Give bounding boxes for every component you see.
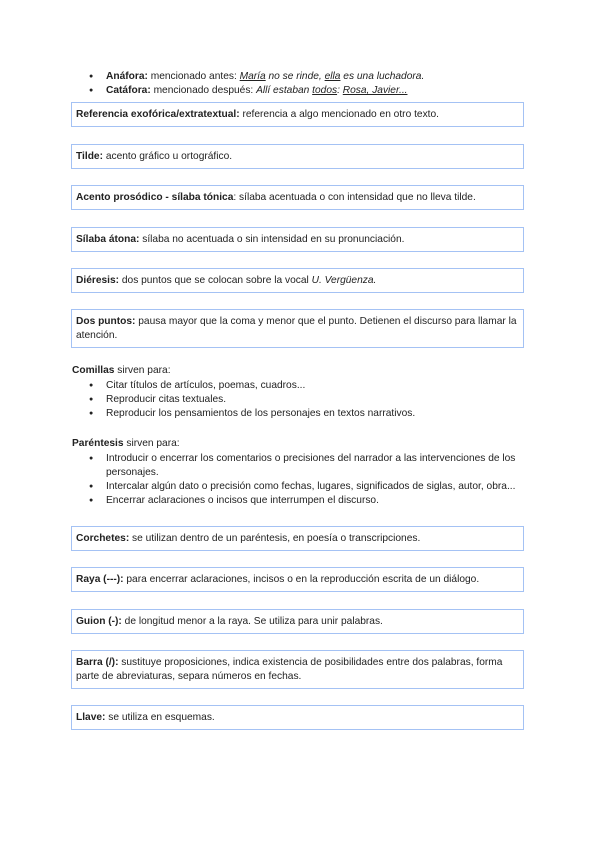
list-item-catafora: ● Catáfora: mencionado después: Allí estaban todos: Rosa, Javier... <box>106 84 524 98</box>
box-dos-puntos: Dos puntos: pausa mayor que la coma y menor que el punto. Detienen el discurso para llamar la atención. <box>71 309 524 348</box>
box-dieresis: Diéresis: dos puntos que se colocan sobre la vocal U. Vergüenza. <box>71 268 524 293</box>
box-llave: Llave: se utiliza en esquemas. <box>71 705 524 730</box>
box-silaba-atona: Sílaba átona: sílaba no acentuada o sin intensidad en su pronunciación. <box>71 227 524 252</box>
box-tilde: Tilde: acento gráfico u ortográfico. <box>71 144 524 169</box>
anaphora-list <box>106 70 524 98</box>
parentesis-heading: Paréntesis sirven para: <box>72 438 180 449</box>
box-guion: Guion (-): de longitud menor a la raya. Se utiliza para unir palabras. <box>71 609 524 634</box>
box-barra: Barra (/): sustituye proposiciones, indica existencia de posibilidades entre dos palabras, forma parte de abreviaturas, separa números en fechas. <box>71 650 524 689</box>
list-item-anafora: ● Anáfora: mencionado antes: María no se rinde, ella es una luchadora. <box>106 70 524 84</box>
box-corchetes: Corchetes: se utilizan dentro de un paréntesis, en poesía o transcripciones. <box>71 526 524 551</box>
box-acento-prosodico: Acento prosódico - sílaba tónica: sílaba acentuada o con intensidad que no lleva tilde. <box>71 185 524 210</box>
comillas-heading: Comillas sirven para: <box>72 365 171 376</box>
box-raya: Raya (---): para encerrar aclaraciones, incisos o en la reproducción escrita de un diálogo. <box>71 567 524 592</box>
list-item: ● Encerrar aclaraciones o incisos que interrumpen el discurso. <box>106 494 530 508</box>
list-item: ● Reproducir citas textuales. <box>106 393 524 407</box>
list-item: ● Introducir o encerrar los comentarios o precisiones del narrador a las intervenciones de los personajes. <box>106 452 530 480</box>
list-item: ● Citar títulos de artículos, poemas, cuadros... <box>106 379 524 393</box>
list-item: ● Intercalar algún dato o precisión como fechas, lugares, significados de siglas, autor, obra... <box>106 480 530 494</box>
box-referencia-exoforica: Referencia exofórica/extratextual: referencia a algo mencionado en otro texto. <box>71 102 524 127</box>
list-item: ● Reproducir los pensamientos de los personajes en textos narrativos. <box>106 407 524 421</box>
comillas-list <box>106 379 524 421</box>
parentesis-list <box>106 452 530 508</box>
